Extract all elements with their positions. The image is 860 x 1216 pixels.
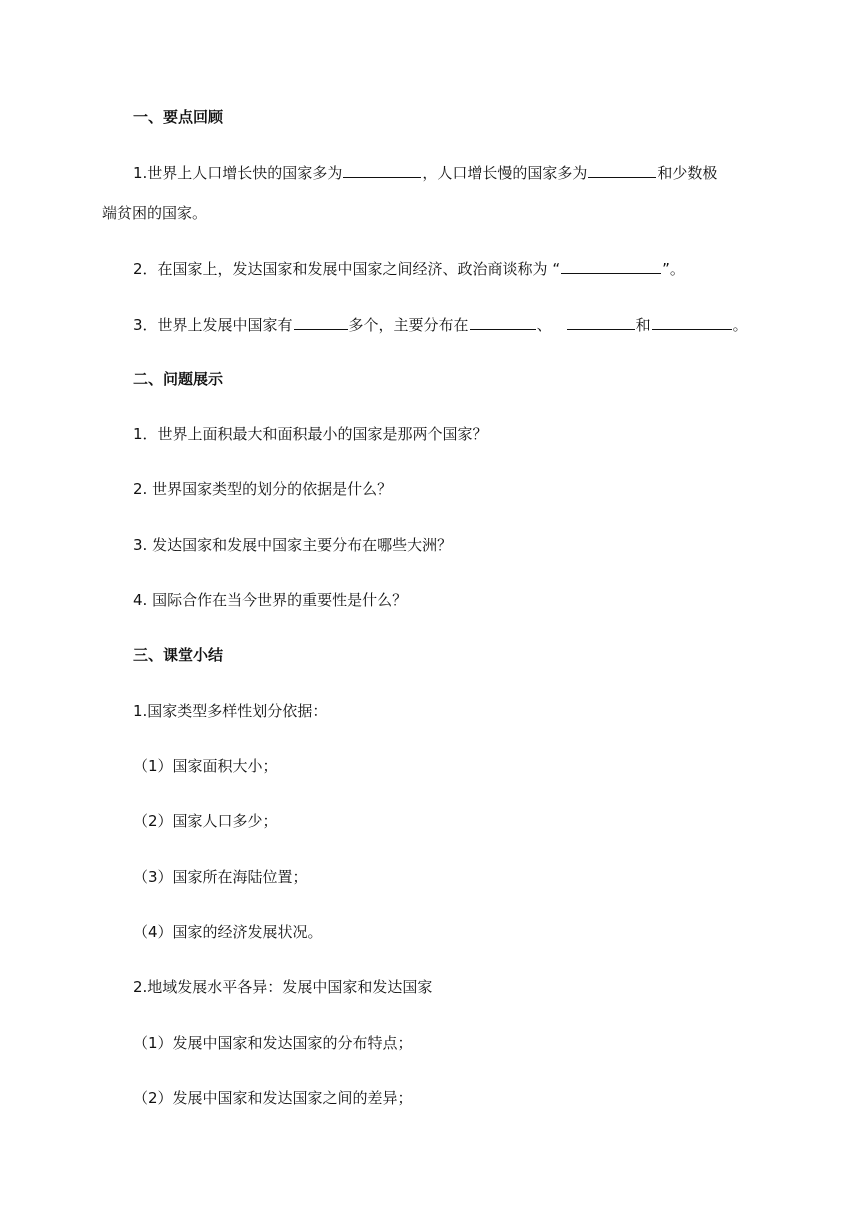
summary-item: （1）发展中国家和发达国家的分布特点； [133,1034,413,1052]
section-heading-review: 一、要点回顾 [133,108,224,126]
section-heading-summary: 三、课堂小结 [133,646,224,664]
answer-blank [294,314,348,330]
question-3-text-d: 和 [635,316,651,334]
discussion-question: 4. 国际合作在当今世界的重要性是什么？ [133,591,408,609]
answer-blank [470,314,536,330]
summary-item: （2）发展中国家和发达国家之间的差异； [133,1089,413,1107]
question-1-text-c: 和少数极 [657,164,718,182]
summary-item: （3）国家所在海陆位置； [133,868,308,886]
question-2 [133,258,685,279]
discussion-question: 1．世界上面积最大和面积最小的国家是那两个国家？ [133,425,488,443]
summary-item: （1）国家面积大小； [133,757,278,775]
question-3-text-a: 3．世界上发展中国家有 [133,316,293,334]
question-1-line-1 [133,162,717,183]
question-1-line-2: 端贫困的国家。 [102,204,208,222]
answer-blank [343,162,421,178]
section-heading-questions: 二、问题展示 [133,370,224,388]
question-3 [133,314,748,335]
summary-item: 2.地域发展水平各异：发展中国家和发达国家 [133,978,433,996]
question-2-text-b: ”。 [662,260,685,278]
discussion-question: 3. 发达国家和发展中国家主要分布在哪些大洲？ [133,536,453,554]
question-2-text-a: 2．在国家上，发达国家和发展中国家之间经济、政治商谈称为 “ [133,260,561,278]
answer-blank [561,258,661,274]
summary-item: （2）国家人口多少； [133,812,278,830]
summary-item: （4）国家的经济发展状况。 [133,923,323,941]
question-1-text-b: ，人口增长慢的国家多为 [422,164,588,182]
question-3-text-c: 、 [536,316,552,334]
answer-blank [567,314,635,330]
question-1-text-a: 1.世界上人口增长快的国家多为 [133,164,343,182]
discussion-question: 2. 世界国家类型的划分的依据是什么？ [133,480,393,498]
answer-blank [588,162,656,178]
answer-blank [652,314,732,330]
question-3-text-e: 。 [732,316,748,334]
question-3-text-b: 多个，主要分布在 [348,316,469,334]
summary-item: 1.国家类型多样性划分依据： [133,702,328,720]
